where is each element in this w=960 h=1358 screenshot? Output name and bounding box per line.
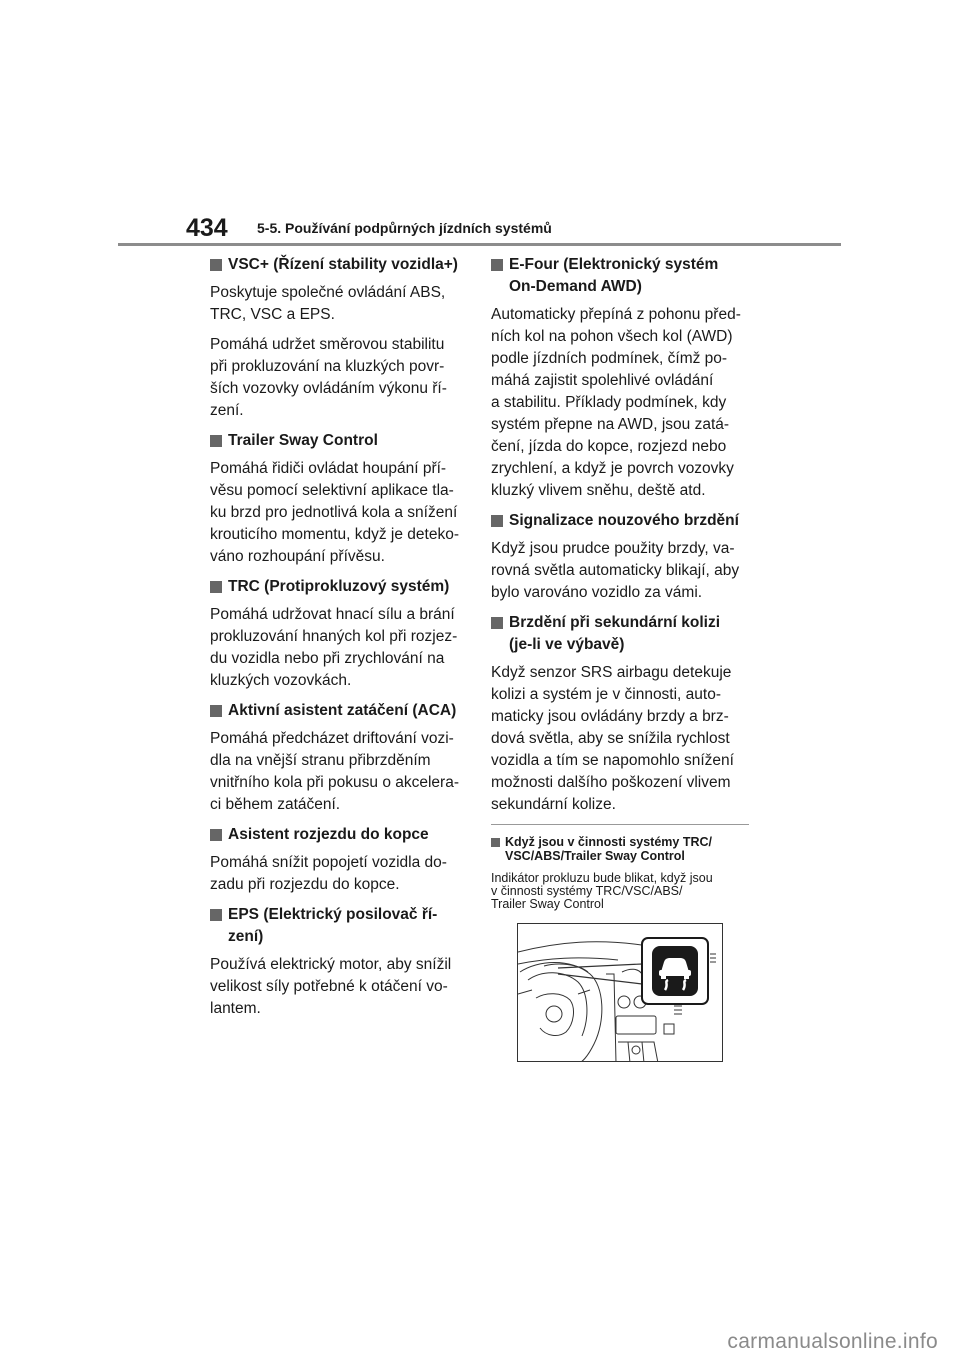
dashboard-drawing (518, 924, 723, 1062)
body-paragraph: Pomáhá udržovat hnací sílu a brání prokluzování hnaných kol při rozjez- du vozidla nebo při zrychlování na kluzkých vozovkách. (210, 606, 458, 689)
note-text: Indikátor prokluzu bude blikat, když jsou v činnosti systémy TRC/VSC/ABS/ Trailer Sway Control (491, 871, 713, 911)
section-block (210, 576, 472, 692)
section-heading (210, 700, 472, 722)
section-heading-text: Trailer Sway Control (228, 432, 378, 449)
right-column (491, 254, 753, 911)
section-heading (491, 612, 753, 656)
note-heading (491, 835, 753, 863)
square-bullet-icon (210, 435, 222, 447)
section-heading (210, 904, 472, 948)
section-title: 5-5. Používání podpůrných jízdních systémů (257, 220, 552, 236)
header-rule (118, 243, 841, 246)
section-block (210, 700, 472, 816)
square-bullet-icon (210, 909, 222, 921)
left-column (210, 254, 472, 1028)
section-block (491, 254, 753, 502)
body-paragraph: Pomáhá řidiči ovládat houpání pří- věsu pomocí selektivní aplikace tla- ku brzd pro jednotlivá kola a snížení krouticího momentu, když je deteko- váno rozhoupání přívěsu. (210, 460, 459, 565)
section-heading (210, 576, 472, 598)
square-bullet-icon (210, 581, 222, 593)
section-heading (210, 824, 472, 846)
section-heading-text: E-Four (Elektronický systém On-Demand AWD) (509, 256, 719, 295)
note-divider (491, 824, 749, 825)
section-block (210, 824, 472, 896)
body-paragraph: Používá elektrický motor, aby snížil velikost síly potřebné k otáčení vo- lantem. (210, 956, 452, 1017)
square-bullet-icon (491, 617, 503, 629)
watermark: carmanualsonline.info (727, 1330, 938, 1353)
section-block (210, 430, 472, 568)
square-bullet-icon (210, 259, 222, 271)
body-paragraph: Poskytuje společné ovládání ABS, TRC, VSC a EPS. (210, 284, 446, 323)
section-heading-text: VSC+ (Řízení stability vozidla+) (228, 256, 458, 273)
section-heading (491, 510, 753, 532)
section-block (210, 904, 472, 1020)
square-bullet-icon (491, 515, 503, 527)
section-heading (210, 430, 472, 452)
page-number: 434 (186, 214, 228, 242)
section-block (491, 510, 753, 604)
section-heading-text: EPS (Elektrický posilovač ří- zení) (228, 906, 438, 945)
section-heading-text: Brzdění při sekundární kolizi (je-li ve výbavě) (509, 614, 721, 653)
body-paragraph: Pomáhá udržet směrovou stabilitu při prokluzování na kluzkých povr- ších vozovky ovládáním výkonu ří- zení. (210, 336, 447, 419)
square-bullet-icon (491, 838, 500, 847)
note-heading-text: Když jsou v činnosti systémy TRC/ VSC/ABS/Trailer Sway Control (505, 835, 712, 863)
section-block (210, 254, 472, 422)
dashboard-illustration (517, 923, 723, 1062)
body-paragraph: Když jsou prudce použity brzdy, va- rovná světla automaticky blikají, aby bylo varováno vozidlo za vámi. (491, 540, 740, 601)
section-heading-text: TRC (Protiprokluzový systém) (228, 578, 450, 595)
square-bullet-icon (210, 705, 222, 717)
section-heading-text: Asistent rozjezdu do kopce (228, 826, 429, 843)
section-heading (491, 254, 753, 298)
square-bullet-icon (210, 829, 222, 841)
body-paragraph: Pomáhá předcházet driftování vozi- dla na vnější stranu přibrzděním vnitřního kola při pokusu o akcelera- ci během zatáčení. (210, 730, 459, 813)
body-paragraph: Když senzor SRS airbagu detekuje kolizi a systém je v činnosti, auto- maticky jsou ovládány brzdy a brz- dová světla, aby se snížila rychlost vozidla a tím se napomohlo snížení možnosti dalšího poškození vlivem sekundární kolize. (491, 664, 734, 813)
square-bullet-icon (491, 259, 503, 271)
slip-indicator-icon (652, 946, 698, 996)
section-block (491, 612, 753, 816)
section-heading (210, 254, 472, 276)
body-paragraph: Pomáhá snížit popojetí vozidla do- zadu při rozjezdu do kopce. (210, 854, 447, 893)
section-heading-text: Signalizace nouzového brzdění (509, 512, 739, 529)
body-paragraph: Automaticky přepíná z pohonu před- ních kol na pohon všech kol (AWD) podle jízdních podmínek, čímž po- máhá zajistit spolehlivé ovládání a stabilitu. Příklady podmínek, kdy systém přepne na AWD, jsou zatá- čení, jízda do kopce, rozjezd nebo zrychlení, a když je povrch vozovky kluzký vlivem sněhu, deště atd. (491, 306, 741, 499)
section-heading-text: Aktivní asistent zatáčení (ACA) (228, 702, 457, 719)
